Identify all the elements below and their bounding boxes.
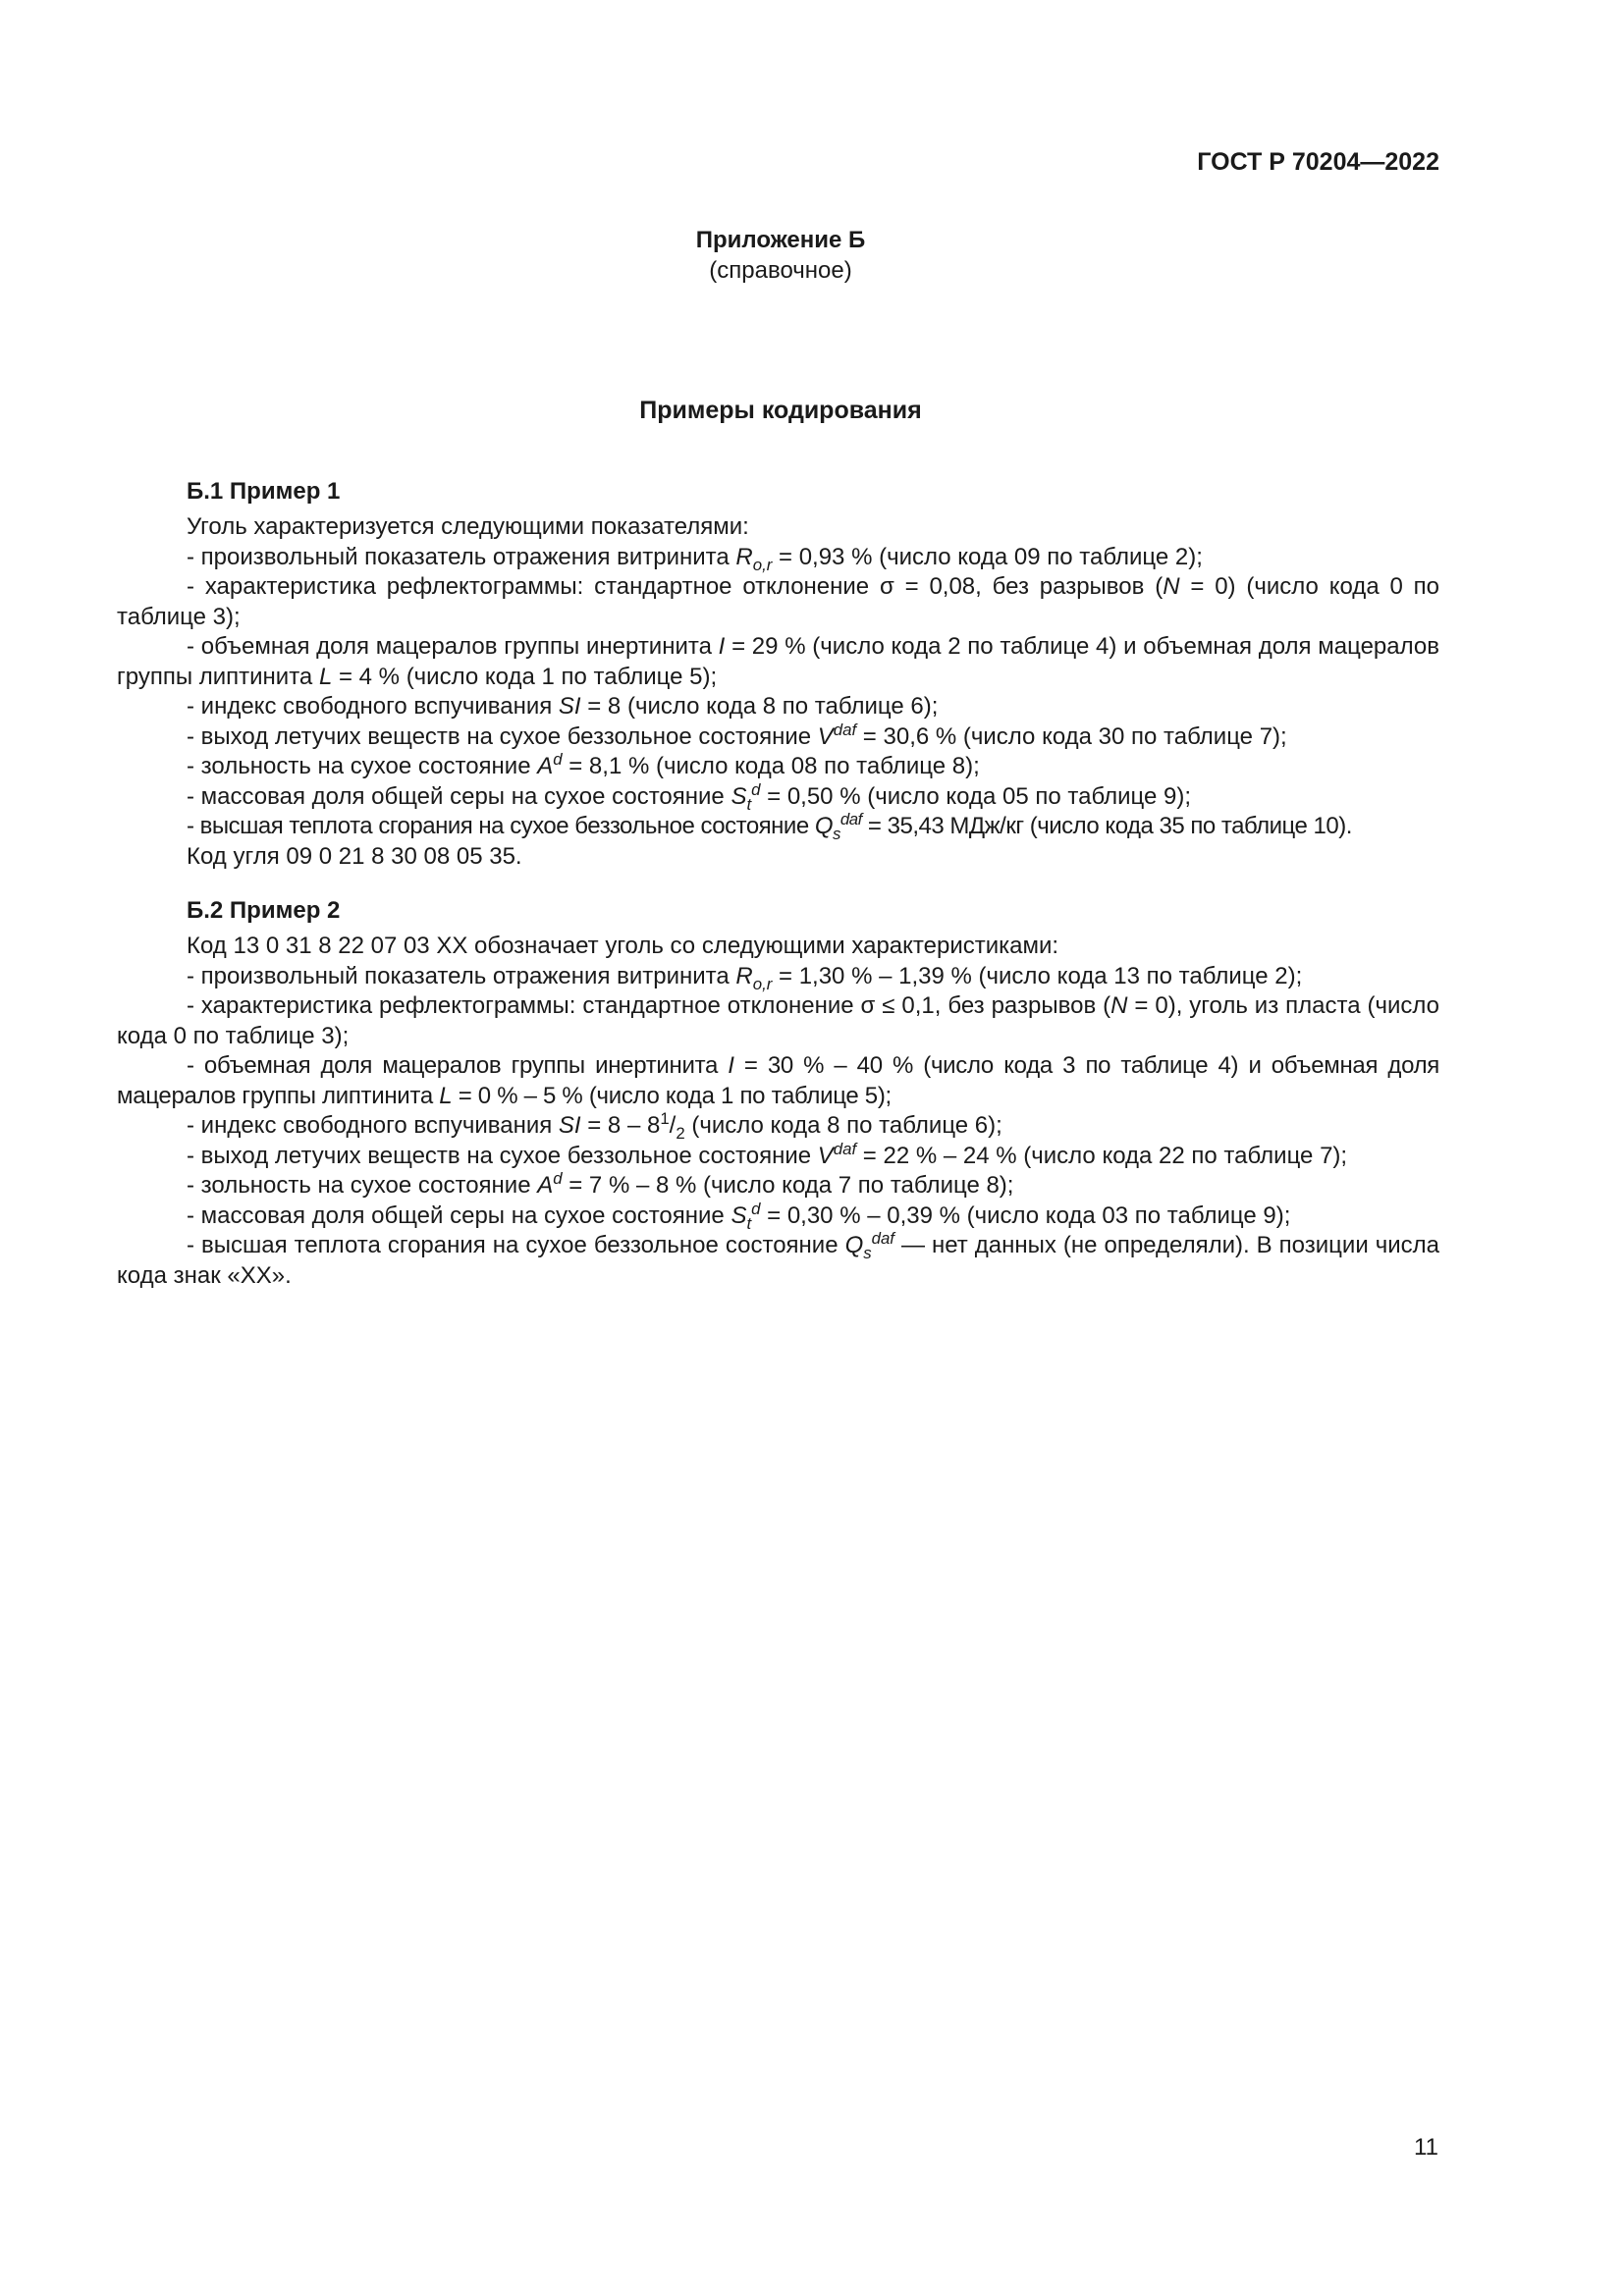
example-2-item-sulfur: - массовая доля общей серы на сухое состояние $S_t^d = 0,30$ % – 0,39 % (число кода 03 по таблице 9); (187, 1199, 1291, 1233)
example-2-item-macerals: - объемная доля мацералов группы инертинита I = 30 % – 40 % (число кода 3 по таблице 4) и объемная доля мацералов группы липтинита L = 0 % – 5 % (число кода 1 по таблице 5); (117, 1052, 1439, 1109)
appendix-title: Приложение Б (695, 227, 866, 253)
example-1-item-swelling-index: - индекс свободного вспучивания SI = 8 (число кода 8 по таблице 6); (187, 693, 939, 720)
example-2-item-swelling-index: - индекс свободного вспучивания SI = $8 - 8^1/_2$ (число кода 8 по таблице 6); (187, 1109, 1002, 1143)
example-2-body (117, 932, 1439, 1291)
example-2-item-reflectance: - произвольный показатель отражения витринита $R_{o,r} = 1,30$ % – 1,39 % (число кода 13 по таблице 2); (187, 962, 1303, 993)
example-1-code: Код угля 09 0 21 8 30 08 05 35. (187, 842, 522, 870)
example-1-item-macerals: - объемная доля мацералов группы инертинита I = 29 % (число кода 2 по таблице 4) и объемная доля мацералов группы липтинита L = 4 % (число кода 1 по таблице 5); (117, 633, 1439, 690)
example-2-item-volatile-matter: - выход летучих веществ на сухое беззольное состояние $V^{daf} = 22$ % – 24 % (число кода 22 по таблице 7); (187, 1139, 1348, 1169)
example-2-item-ash: - зольность на сухое состояние $A^d = 7$ % – 8 % (число кода 7 по таблице 8); (187, 1169, 1014, 1199)
example-2-item-reflectogram: - характеристика рефлектограммы: стандартное отклонение σ ≤ 0,1, без разрывов (N = 0), уголь из пласта (число кода 0 по таблице 3); (117, 992, 1440, 1049)
example-1-body (117, 512, 1439, 872)
example-2-heading: Б.2 Пример 2 (187, 897, 341, 924)
example-1-heading: Б.1 Пример 1 (187, 478, 341, 505)
example-2-item-calorific: - высшая теплота сгорания на сухое беззольное состояние $Q_s^{daf}$ — нет данных (не определяли). В позиции числа кода знак «XX». (117, 1229, 1439, 1289)
example-2-intro: Код 13 0 31 8 22 07 03 XX обозначает уголь со следующими характеристиками: (187, 933, 1059, 959)
example-1-item-ash: - зольность на сухое состояние $A^d = 8,1$ % (число кода 08 по таблице 8); (187, 750, 980, 779)
appendix-note: (справочное) (709, 257, 852, 284)
example-1-item-calorific: - высшая теплота сгорания на сухое беззольное состояние $Q_s^{daf} = 35,43$ МДж/кг (число кода 35 по таблице 10). (187, 810, 1352, 843)
document-id: ГОСТ Р 70204—2022 (1197, 148, 1439, 176)
section-heading: Примеры кодирования (639, 397, 922, 424)
example-1-item-sulfur: - массовая доля общей серы на сухое состояние $S_t^d = 0,50$ % (число кода 05 по таблице 9); (187, 779, 1192, 814)
example-1-item-reflectance: - произвольный показатель отражения витринита $R_{o,r} = 0,93$ % (число кода 09 по таблице 2); (187, 543, 1203, 574)
example-1-intro: Уголь характеризуется следующими показателями: (187, 513, 749, 540)
example-1-item-reflectogram: - характеристика рефлектограммы: стандартное отклонение σ = 0,08, без разрывов (N = 0) (число кода 0 по таблице 3); (117, 573, 1439, 630)
example-1-item-volatile-matter: - выход летучих веществ на сухое беззольное состояние $V^{daf} = 30,6$ % (число кода 30 по таблице 7); (187, 720, 1287, 750)
page-number: 11 (1414, 2134, 1438, 2161)
